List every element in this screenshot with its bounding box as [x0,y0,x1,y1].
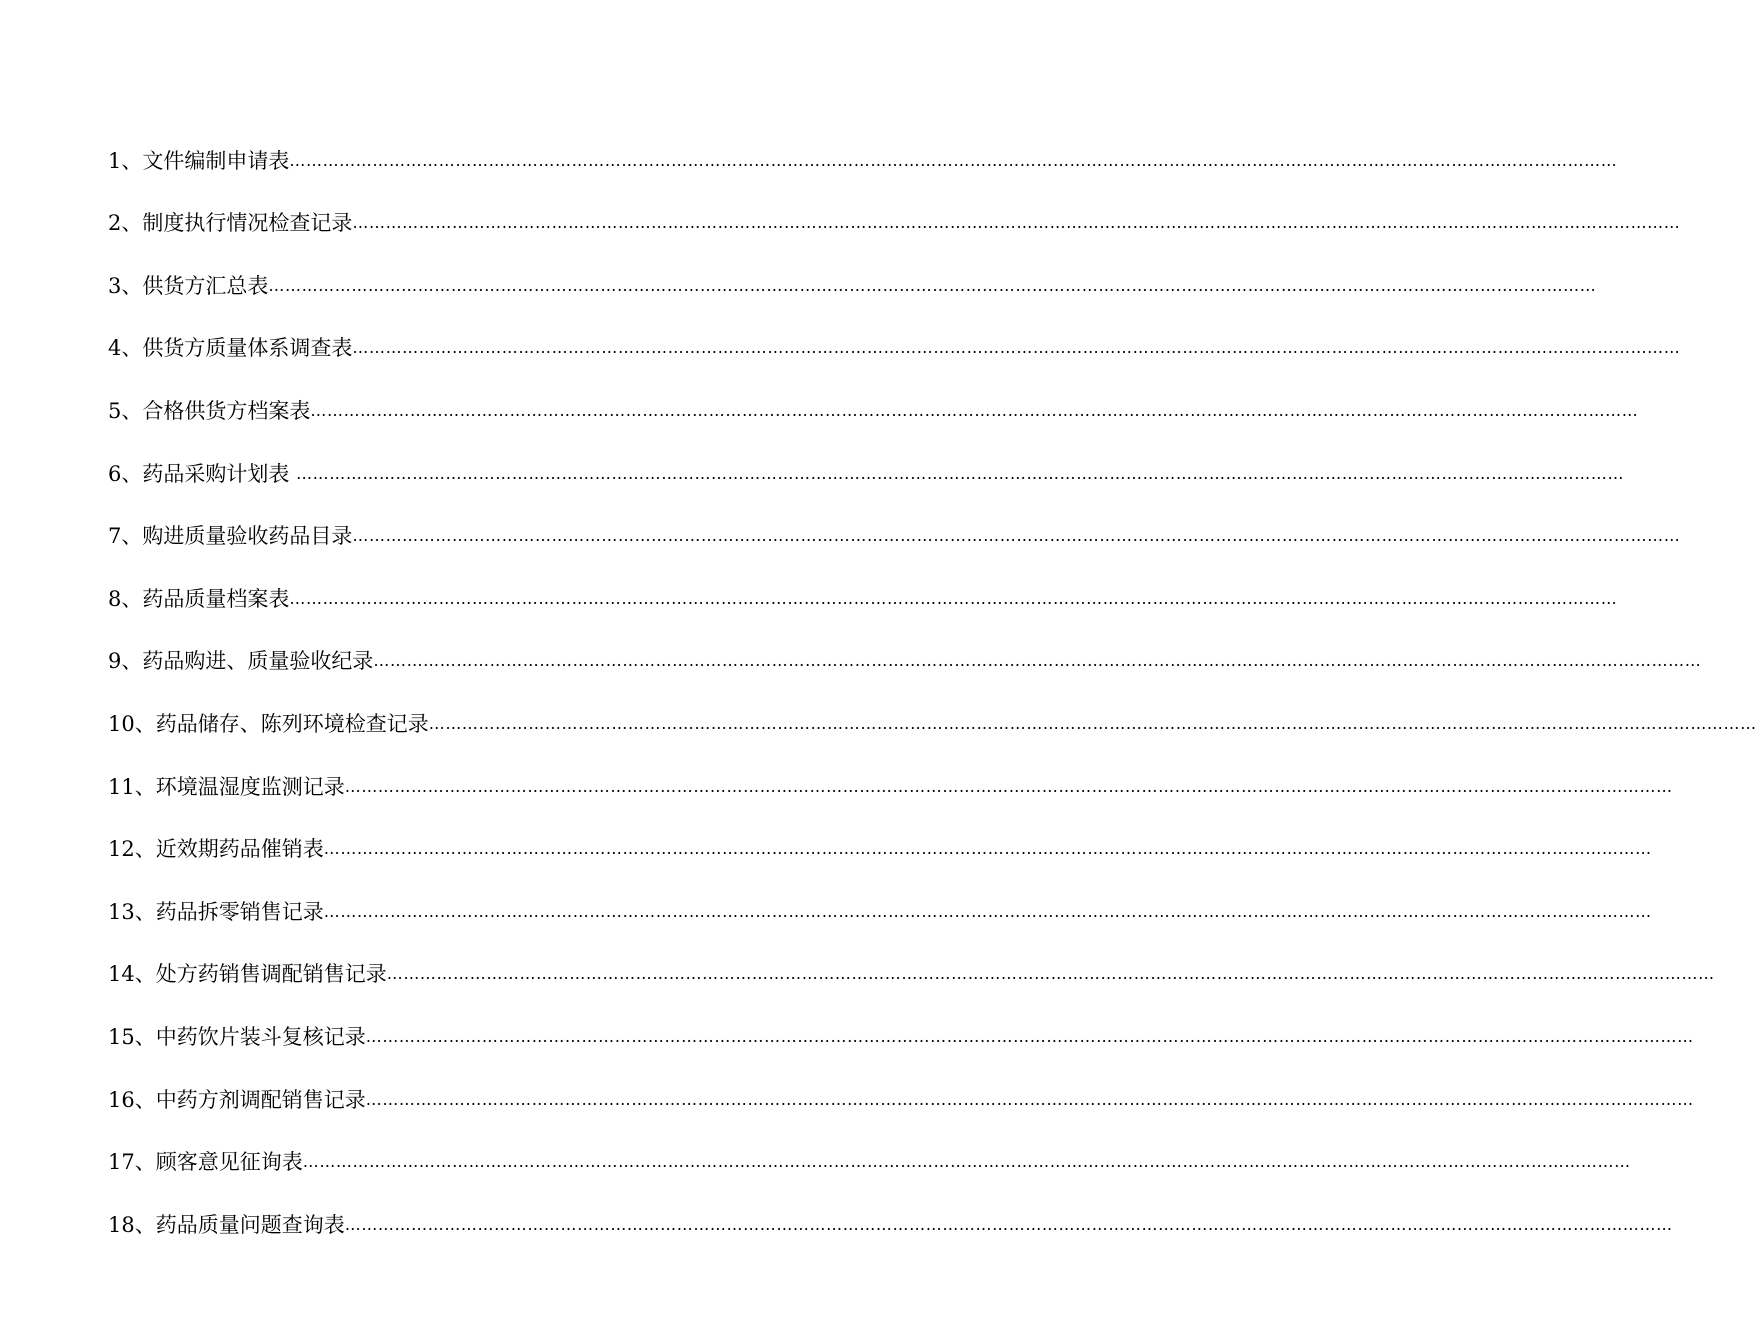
toc-entry-title: 中药方剂调配销售记录 [155,1087,366,1112]
toc-entry-13[interactable]: 13 、 药品拆零销售记录 …………………………………………………………………………………………………………………………………………………………………………………………………………………… [108,869,808,932]
toc-entry-12[interactable]: 12 、 近效期药品催销表 …………………………………………………………………………………………………………………………………………………………………………………………………………………… [108,807,808,870]
toc-entry-title: 近效期药品催销表 [155,837,324,862]
dot-leader: …………………………………………………………………………………………………………………………………………………………………………………………………………………… [289,588,1618,608]
dot-leader: …………………………………………………………………………………………………………………………………………………………………………………………………………………… [352,213,1681,233]
toc-entry-title: 药品拆零销售记录 [155,899,324,924]
toc-entry-title: 中药饮片装斗复核记录 [155,1024,366,1049]
toc-entry-6[interactable]: 6 、 药品采购计划表 …………………………………………………………………………………………………………………………………………………………………………………………………………………… [108,431,808,494]
toc-entry-number: 2 [108,211,122,236]
toc-entry-number: 15 [108,1024,135,1049]
toc-entry-number: 8 [108,586,122,611]
toc-entry-5[interactable]: 5 、 合格供货方档案表 …………………………………………………………………………………………………………………………………………………………………………………………………………………… [108,368,808,431]
toc-entry-number: 17 [108,1150,135,1175]
toc-entry-15[interactable]: 15 、 中药饮片装斗复核记录 …………………………………………………………………………………………………………………………………………………………………………………………………………………… [108,994,808,1057]
toc-entry-title: 供货方质量体系调查表 [142,336,353,361]
toc-entry-14[interactable]: 14 、 处方药销售调配销售记录 …………………………………………………………………………………………………………………………………………………………………………………………………………………… [108,932,808,995]
toc-entry-number: 14 [108,962,135,987]
dot-leader: …………………………………………………………………………………………………………………………………………………………………………………………………………………… [365,1026,1694,1046]
toc-entry-title: 顾客意见征询表 [155,1150,303,1175]
toc-entry-17[interactable]: 17 、 顾客意见征询表 …………………………………………………………………………………………………………………………………………………………………………………………………………………… [108,1120,808,1183]
toc-entry-7[interactable]: 7 、 购进质量验收药品目录 …………………………………………………………………………………………………………………………………………………………………………………………………………………… [108,494,808,557]
toc-entry-number: 16 [108,1087,135,1112]
toc-entry-number: 10 [108,711,135,736]
dot-leader: …………………………………………………………………………………………………………………………………………………………………………………………………………………… [323,839,1652,859]
toc-entry-number: 7 [108,524,122,549]
dot-leader: …………………………………………………………………………………………………………………………………………………………………………………………………………………… [344,776,1673,796]
toc-entry-title: 购进质量验收药品目录 [142,524,353,549]
toc-entry-11[interactable]: 11 、 环境温湿度监测记录 …………………………………………………………………………………………………………………………………………………………………………………………………………………… [108,744,808,807]
dot-leader: …………………………………………………………………………………………………………………………………………………………………………………………………………………… [352,526,1681,546]
toc-entry-number: 4 [108,336,122,361]
dot-leader: …………………………………………………………………………………………………………………………………………………………………………………………………………………… [428,713,1757,733]
toc-entry-number: 6 [108,461,122,486]
dot-leader: …………………………………………………………………………………………………………………………………………………………………………………………………………………… [323,901,1652,921]
toc-entry-number: 13 [108,899,135,924]
toc-entry-2[interactable]: 2 、 制度执行情况检查记录 …………………………………………………………………………………………………………………………………………………………………………………………………………………… [108,181,808,244]
dot-leader: …………………………………………………………………………………………………………………………………………………………………………………………………………………… [386,964,1715,984]
dot-leader: …………………………………………………………………………………………………………………………………………………………………………………………………………………… [373,651,1702,671]
toc-entry-4[interactable]: 4 、 供货方质量体系调查表 …………………………………………………………………………………………………………………………………………………………………………………………………………………… [108,306,808,369]
toc-entry-title: 供货方汇总表 [142,273,269,298]
dot-leader: …………………………………………………………………………………………………………………………………………………………………………………………………………………… [352,338,1681,358]
toc-entry-title: 药品储存、陈列环境检查记录 [155,711,429,736]
dot-leader: …………………………………………………………………………………………………………………………………………………………………………………………………………………… [365,1089,1694,1109]
toc-entry-title: 处方药销售调配销售记录 [155,962,387,987]
dot-leader: …………………………………………………………………………………………………………………………………………………………………………………………………………………… [296,463,1625,483]
toc-entry-title: 制度执行情况检查记录 [142,211,353,236]
dot-leader: …………………………………………………………………………………………………………………………………………………………………………………………………………………… [310,400,1639,420]
toc-entry-1[interactable]: 1 、 文件编制申请表 …………………………………………………………………………………………………………………………………………………………………………………………………………………… [108,118,808,181]
toc-entry-8[interactable]: 8 、 药品质量档案表 …………………………………………………………………………………………………………………………………………………………………………………………………………………… [108,556,808,619]
toc-entry-title: 环境温湿度监测记录 [155,774,345,799]
toc-entry-title: 文件编制申请表 [142,148,290,173]
toc-entry-18[interactable]: 18 、 药品质量问题查询表 …………………………………………………………………………………………………………………………………………………………………………………………………………………… [108,1182,808,1245]
toc-entry-3[interactable]: 3 、 供货方汇总表 …………………………………………………………………………………………………………………………………………………………………………………………………………………… [108,243,808,306]
toc-entry-number: 1 [108,148,122,173]
toc-entry-number: 12 [108,837,135,862]
toc-entry-9[interactable]: 9 、 药品购进、质量验收纪录 …………………………………………………………………………………………………………………………………………………………………………………………………………………… [108,619,808,682]
dot-leader: …………………………………………………………………………………………………………………………………………………………………………………………………………………… [268,275,1597,295]
toc-entry-title: 药品质量问题查询表 [155,1212,345,1237]
dot-leader: …………………………………………………………………………………………………………………………………………………………………………………………………………………… [289,150,1618,170]
toc-entry-16[interactable]: 16 、 中药方剂调配销售记录 …………………………………………………………………………………………………………………………………………………………………………………………………………………… [108,1057,808,1120]
toc-entry-title: 合格供货方档案表 [142,398,311,423]
toc-entry-number: 18 [108,1212,135,1237]
toc-entry-10[interactable]: 10 、 药品储存、陈列环境检查记录 …………………………………………………………………………………………………………………………………………………………………………………………………………………… [108,681,808,744]
toc-entry-number: 9 [108,649,122,674]
dot-leader: …………………………………………………………………………………………………………………………………………………………………………………………………………………… [302,1152,1631,1172]
dot-leader: …………………………………………………………………………………………………………………………………………………………………………………………………………………… [344,1214,1673,1234]
toc-entry-title: 药品采购计划表 [142,461,297,486]
toc-entry-number: 5 [108,398,122,423]
toc-entry-number: 11 [108,774,135,799]
toc-entry-title: 药品质量档案表 [142,586,290,611]
toc-entry-title: 药品购进、质量验收纪录 [142,649,374,674]
table-of-contents [108,118,1757,1245]
toc-entry-number: 3 [108,273,122,298]
